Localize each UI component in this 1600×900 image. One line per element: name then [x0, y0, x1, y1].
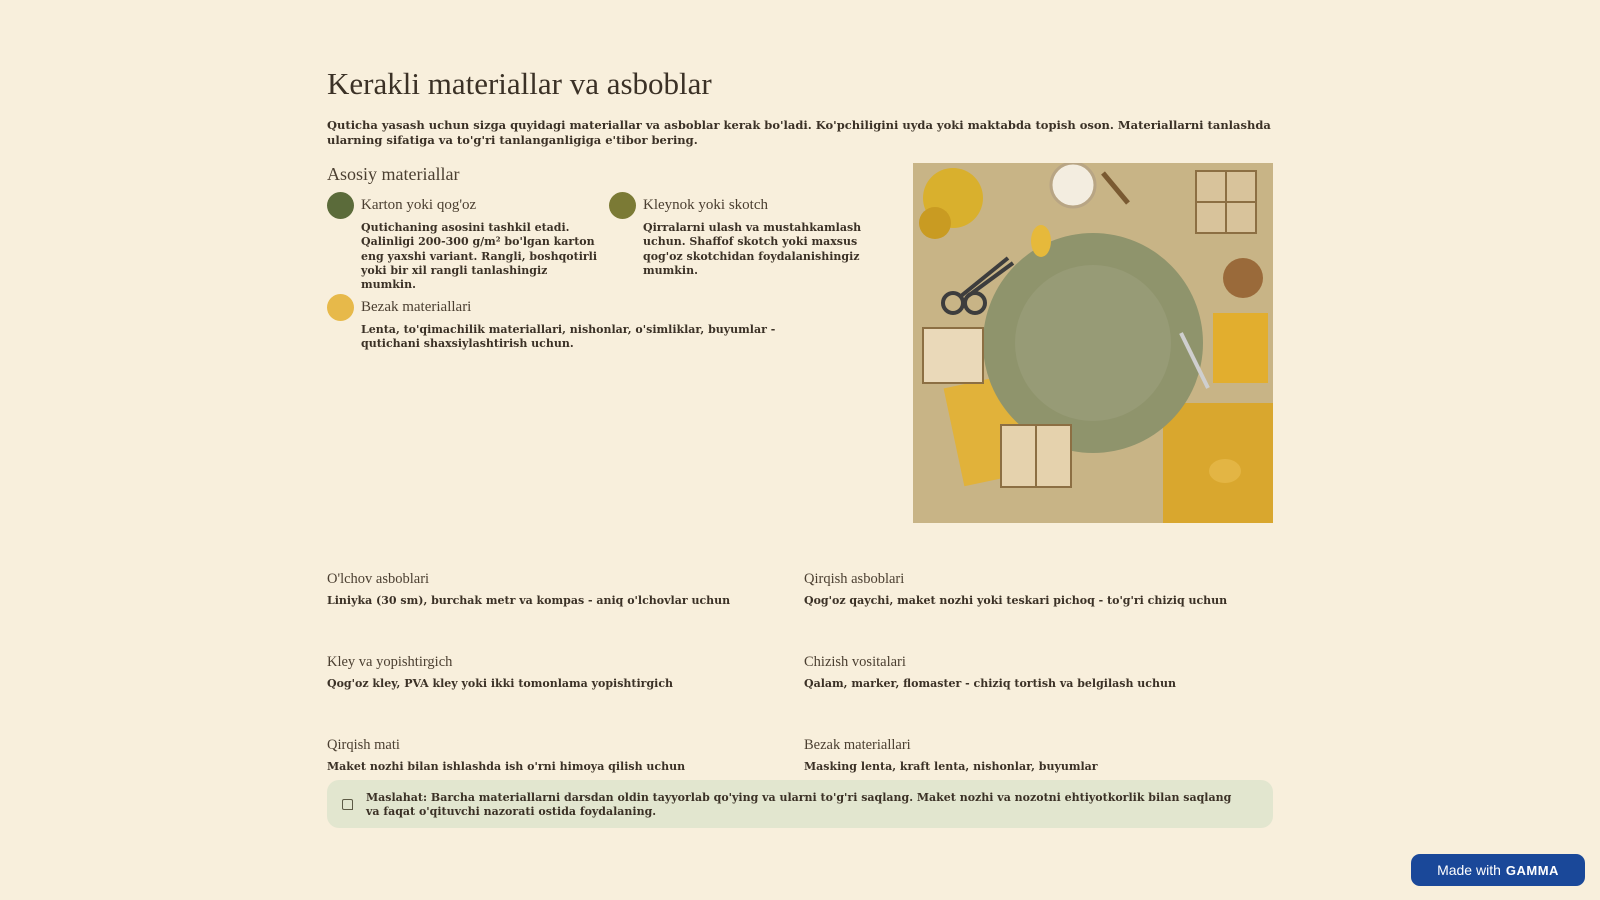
tip-text: Maslahat: Barcha materiallarni darsdan oldin tayyorlab qo'ying va ularni to'g'ri saqlang. Maket nozhi va nozotni ehtiyotkorlik bilan saqlang va faqat o'qituvchi nazorati ostida foydalaning.	[366, 791, 1232, 819]
made-with-gamma-button[interactable]	[1411, 854, 1585, 886]
material-dot-icon	[609, 192, 636, 219]
tool-item	[327, 737, 797, 773]
material-description: Lenta, to'qimachilik materiallari, nishonlar, o'simliklar, buyumlar - qutichani shaxsiylashtirish uchun.	[361, 323, 776, 351]
tool-description: Maket nozhi bilan ishlashda ish o'rni himoya qilish uchun	[327, 760, 686, 773]
material-dot-icon	[327, 294, 354, 321]
tool-item	[327, 571, 797, 607]
material-dot-icon	[327, 192, 354, 219]
tool-name: O'lchov asboblari	[327, 571, 430, 587]
tool-name: Qirqish asboblari	[804, 571, 905, 587]
material-description: Qutichaning asosini tashkil etadi. Qalinligi 200-300 g/m² bo'lgan karton eng yaxshi variant. Rangli, boshqotirli yoki bir xil rangli tanlashingiz mumkin.	[361, 221, 598, 292]
tool-description: Liniyka (30 sm), burchak metr va kompas - aniq o'lchovlar uchun	[327, 594, 731, 607]
tool-description: Qog'oz qaychi, maket nozhi yoki teskari pichoq - to'g'ri chiziq uchun	[804, 594, 1228, 607]
tool-name: Chizish vositalari	[804, 654, 906, 670]
tool-description: Qalam, marker, flomaster - chiziq tortish va belgilash uchun	[804, 677, 1176, 690]
tool-name: Qirqish mati	[327, 737, 400, 753]
tool-description: Masking lenta, kraft lenta, nishonlar, buyumlar	[804, 760, 1098, 773]
section-title-main-materials: Asosiy materiallar	[327, 164, 460, 184]
note-icon	[342, 799, 353, 810]
gamma-logo: GAMMA	[1505, 862, 1559, 878]
tip-callout	[327, 780, 1273, 828]
craft-materials-photo	[913, 163, 1273, 523]
tool-description: Qog'oz kley, PVA kley yoki ikki tomonlama yopishtirgich	[327, 677, 674, 690]
material-name: Bezak materiallari	[361, 299, 472, 315]
material-name: Karton yoki qog'oz	[361, 197, 477, 213]
page-title: Kerakli materiallar va asboblar	[327, 66, 712, 101]
badge-prefix: Made with	[1437, 862, 1501, 878]
tool-item	[804, 737, 1274, 773]
tool-name: Bezak materiallari	[804, 737, 911, 753]
tool-name: Kley va yopishtirgich	[327, 654, 453, 670]
tool-item	[804, 571, 1274, 607]
craft-materials-illustration	[913, 163, 1273, 523]
material-description: Qirralarni ulash va mustahkamlash uchun. Shaffof skotch yoki maxsus qog'oz skotchidan foydalanishingiz mumkin.	[643, 221, 862, 277]
material-name: Kleynok yoki skotch	[643, 197, 768, 213]
tool-item	[327, 654, 797, 690]
tool-item	[804, 654, 1274, 690]
intro-paragraph: Quticha yasash uchun sizga quyidagi materiallar va asboblar kerak bo'ladi. Ko'pchiligini uyda yoki maktabda topish oson. Materiallarni tanlashda ularning sifatiga va to'g'ri tanlanganligiga e'tibor bering.	[327, 118, 1271, 147]
